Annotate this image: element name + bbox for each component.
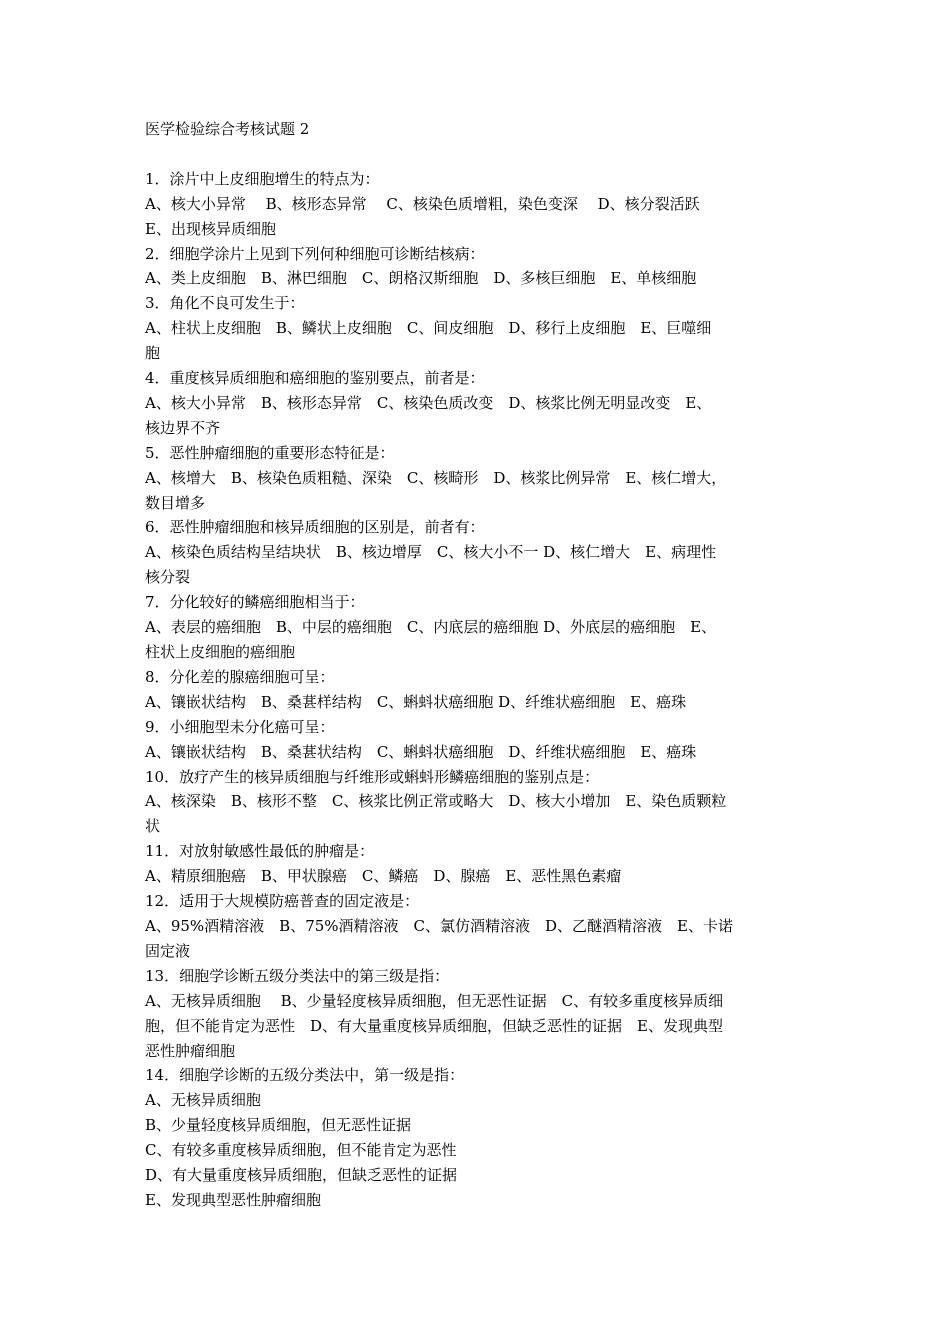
question-7-stem: 7．分化较好的鳞癌细胞相当于： <box>145 593 365 612</box>
question-12-options: A、95%酒精溶液 B、75%酒精溶液 C、氯仿酒精溶液 D、乙醚酒精溶液 E、卡诺 <box>145 916 733 935</box>
question-12-options-cont: 固定液 <box>145 941 191 960</box>
question-13-options-cont-2: 恶性肿瘤细胞 <box>145 1041 236 1060</box>
question-5-options: A、核增大 B、核染色质粗糙、深染 C、核畸形 D、核浆比例异常 E、核仁增大， <box>145 468 727 487</box>
question-7-options: A、表层的癌细胞 B、中层的癌细胞 C、内底层的癌细胞 D、外底层的癌细胞 E、 <box>145 618 717 637</box>
question-6-options-cont: 核分裂 <box>145 568 191 587</box>
question-13-stem: 13．细胞学诊断五级分类法中的第三级是指： <box>145 966 450 985</box>
question-3-options: A、柱状上皮细胞 B、鳞状上皮细胞 C、间皮细胞 D、移行上皮细胞 E、巨噬细 <box>145 319 712 338</box>
question-12-stem: 12．适用于大规模防癌普查的固定液是： <box>145 892 420 911</box>
question-10-stem: 10．放疗产生的核异质细胞与纤维形或蝌蚪形鳞癌细胞的鉴别点是： <box>145 767 600 786</box>
question-8-options: A、镶嵌状结构 B、桑葚样结构 C、蝌蚪状癌细胞 D、纤维状癌细胞 E、癌珠 <box>145 692 687 711</box>
question-3-options-cont: 胞 <box>145 344 161 363</box>
question-4-stem: 4．重度核异质细胞和癌细胞的鉴别要点，前者是： <box>145 369 485 388</box>
question-13-options-cont: 胞，但不能肯定为恶性 D、有大量重度核异质细胞，但缺乏恶性的证据 E、发现典型 <box>145 1016 723 1035</box>
question-5-options-cont: 数目增多 <box>145 493 206 512</box>
question-lines <box>145 167 810 1213</box>
question-11-options: A、精原细胞癌 B、甲状腺癌 C、鳞癌 D、腺癌 E、恶性黑色素瘤 <box>145 867 622 886</box>
document-content <box>145 117 810 1213</box>
question-14-option-b: B、少量轻度核异质细胞，但无恶性证据 <box>145 1116 412 1135</box>
question-8-stem: 8．分化差的腺癌细胞可呈： <box>145 667 335 686</box>
question-14-option-c: C、有较多重度核异质细胞，但不能肯定为恶性 <box>145 1141 457 1160</box>
question-4-options-cont: 核边界不齐 <box>145 418 221 437</box>
question-1-options: A、核大小异常 B、核形态异常 C、核染色质增粗，染色变深 D、核分裂活跃 <box>145 194 700 213</box>
question-10-options-cont: 状 <box>145 817 161 836</box>
question-3-stem: 3．角化不良可发生于： <box>145 294 305 313</box>
question-2-options: A、类上皮细胞 B、淋巴细胞 C、朗格汉斯细胞 D、多核巨细胞 E、单核细胞 <box>145 269 697 288</box>
question-14-option-a: A、无核异质细胞 <box>145 1091 261 1110</box>
question-6-stem: 6．恶性肿瘤细胞和核异质细胞的区别是，前者有： <box>145 518 485 537</box>
question-9-stem: 9．小细胞型未分化癌可呈： <box>145 717 335 736</box>
question-14-stem: 14．细胞学诊断的五级分类法中，第一级是指： <box>145 1066 465 1085</box>
question-7-options-cont: 柱状上皮细胞的癌细胞 <box>145 643 296 662</box>
question-6-options: A、核染色质结构呈结块状 B、核边增厚 C、核大小不一 D、核仁增大 E、病理性 <box>145 543 717 562</box>
document-title: 医学检验综合考核试题 2 <box>145 120 310 138</box>
question-1-stem: 1．涂片中上皮细胞增生的特点为： <box>145 169 380 188</box>
question-14-option-e: E、发现典型恶性肿瘤细胞 <box>145 1190 321 1209</box>
question-2-stem: 2．细胞学涂片上见到下列何种细胞可诊断结核病： <box>145 244 485 263</box>
question-14-option-d: D、有大量重度核异质细胞，但缺乏恶性的证据 <box>145 1166 458 1185</box>
question-9-options: A、镶嵌状结构 B、桑葚状结构 C、蝌蚪状癌细胞 D、纤维状癌细胞 E、癌珠 <box>145 742 697 761</box>
question-13-options: A、无核异质细胞 B、少量轻度核异质细胞，但无恶性证据 C、有较多重度核异质细 <box>145 991 724 1010</box>
question-11-stem: 11．对放射敏感性最低的肿瘤是： <box>145 842 375 861</box>
question-1-options-cont: E、出现核异质细胞 <box>145 219 276 238</box>
question-10-options: A、核深染 B、核形不整 C、核浆比例正常或略大 D、核大小增加 E、染色质颗粒 <box>145 792 727 811</box>
question-4-options: A、核大小异常 B、核形态异常 C、核染色质改变 D、核浆比例无明显改变 E、 <box>145 393 712 412</box>
question-5-stem: 5．恶性肿瘤细胞的重要形态特征是： <box>145 443 395 462</box>
